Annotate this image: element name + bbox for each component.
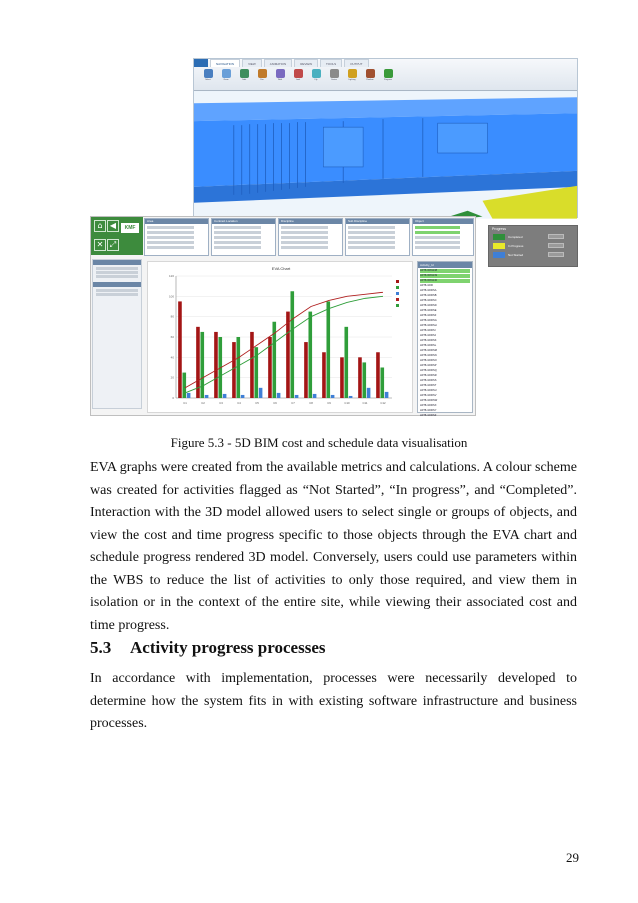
filter-area-title: Area [145, 219, 208, 224]
tool-orbit-button[interactable] [238, 69, 250, 83]
x-tick-label: C12 [380, 401, 386, 405]
y-tick-label: 40 [170, 355, 174, 360]
activity-list-item[interactable]: H0T8-1000SD [420, 304, 437, 307]
zoom-icon [222, 69, 231, 78]
equipment-block-2 [438, 123, 488, 153]
chart-legend-swatch [396, 280, 399, 283]
legend-item [489, 241, 577, 250]
filter-sub-discipline-title: Sub Discipline [346, 219, 409, 224]
y-tick-label: 100 [168, 294, 174, 299]
tool-label: Zoom [223, 79, 229, 81]
filter-discipline[interactable] [278, 218, 343, 256]
tool-lighting-button[interactable] [346, 69, 358, 83]
bar-earned-value [295, 395, 299, 398]
activity-list-item[interactable]: H0T8-1000SN [420, 354, 437, 357]
tool-zoom-button[interactable] [220, 69, 232, 83]
activity-list-item[interactable]: H0T8-1000SY [420, 409, 437, 412]
activity-list-item[interactable]: H0T8-0081139 [420, 274, 470, 278]
activity-list-item[interactable]: H0T8-1000SP [420, 364, 437, 367]
bar-actual-cost [182, 373, 186, 398]
activity-list-item[interactable]: H0T8-1000 [420, 284, 433, 287]
bar-earned-value [385, 392, 389, 398]
body-paragraph-2: In accordance with implementation, processes were necessarily developed to determine how the system fits in with existing software infrastructure and business processes. [90, 671, 577, 731]
progress-icon [384, 69, 393, 78]
center-icon [330, 69, 339, 78]
back-icon[interactable]: ◀ [107, 220, 119, 232]
bar-planned-cost [376, 352, 380, 398]
home-icon[interactable]: ⌂ [94, 220, 106, 232]
tool-select-button[interactable] [202, 69, 214, 83]
tool-label: Realism [366, 79, 374, 81]
activity-list-item[interactable]: H0T8-1000SF [420, 314, 437, 317]
tool-look-button[interactable] [292, 69, 304, 83]
activity-list-item[interactable]: H0T8-1000SV [420, 394, 437, 397]
activity-list-item[interactable]: H0T8-1000SK [420, 339, 437, 342]
activity-list-item[interactable]: H0T8-0081140 [420, 279, 470, 283]
fullscreen-icon[interactable]: ⤢ [107, 239, 119, 251]
section-heading [90, 637, 325, 659]
activity-list-title: Activity_Id [418, 262, 472, 268]
chart-legend-swatch [396, 304, 399, 307]
ribbon-tools [202, 69, 394, 83]
eva-chart[interactable] [147, 261, 413, 413]
app-menu-button[interactable] [194, 59, 208, 67]
ribbon-tab-animation[interactable]: ANIMATION [264, 59, 292, 67]
activity-list-item[interactable]: H0T8-1000SJ [420, 334, 437, 337]
activity-list-item[interactable]: H0T8-1000SM [420, 349, 437, 352]
tool-label: Fly [314, 79, 318, 81]
3d-model-scene[interactable] [194, 91, 577, 219]
activity-list-item[interactable]: H0T8-1000ST [420, 384, 437, 387]
body-paragraph-1: EVA graphs were created from the available metrics and calculations. A colour scheme was created for activities flagged as “Not Started”, “In progress”, and “Completed”. Interaction with the 3D model allowed users to select single or groups of objects, and view the cost and time progress specific to those objects through the EVA chart and schedule progress rendered 3D model. Conversely, users could use parameters within the WBS to reduce the list of activities to only those required, and view them in isolation or in the context of the entire site, while viewing their associated cost and time progress. [90, 460, 577, 633]
tool-label: Walk [277, 79, 283, 81]
clear-icon[interactable]: ✕ [94, 239, 106, 251]
bar-earned-value [331, 395, 335, 398]
activity-list-item[interactable]: H0T8-1000SX [420, 404, 437, 407]
filter-area[interactable] [144, 218, 209, 256]
bar-actual-cost [308, 312, 312, 398]
y-tick-label: 60 [170, 335, 174, 339]
lighting-icon [348, 69, 357, 78]
tool-label: Look [295, 79, 301, 81]
tool-walk-button[interactable] [274, 69, 286, 83]
legend-title: Progress [492, 227, 507, 231]
tool-label: Lighting [348, 79, 356, 81]
activity-id-list[interactable] [417, 261, 473, 417]
legend-toggle-button[interactable] [548, 234, 564, 239]
filter-sub-discipline[interactable] [345, 218, 410, 256]
x-tick-label: C3 [219, 401, 223, 405]
bar-actual-cost [200, 332, 204, 398]
activity-list-item[interactable]: H0T8-0081138 [420, 269, 470, 273]
ribbon-tab-review[interactable]: REVIEW [294, 59, 318, 67]
bar-earned-value [259, 388, 263, 398]
filter-object-title: Object [413, 219, 473, 224]
side-filter-list[interactable] [92, 259, 142, 409]
x-tick-label: C7 [291, 401, 295, 405]
bar-earned-value [241, 395, 245, 398]
y-tick-label: 120 [168, 274, 174, 278]
y-tick-label: 20 [170, 375, 174, 380]
legend-swatch [493, 234, 505, 240]
eva-chart-svg [148, 262, 414, 414]
activity-list-item[interactable]: H0T8-1000SZ [420, 414, 437, 417]
bar-earned-value [277, 393, 281, 398]
bar-planned-cost [304, 342, 308, 398]
tool-realism-button[interactable] [364, 69, 376, 83]
legend-swatch [493, 252, 505, 258]
bar-actual-cost [380, 368, 384, 399]
tool-label: Progress [383, 79, 392, 81]
dashboard-panel [90, 216, 476, 416]
bar-earned-value [187, 393, 191, 398]
ribbon-tab-output[interactable]: OUTPUT [344, 59, 368, 67]
tool-progress-button[interactable] [382, 69, 394, 83]
x-tick-label: C8 [309, 401, 313, 405]
realism-icon [366, 69, 375, 78]
chart-legend-swatch [396, 298, 399, 301]
ribbon-tab-tools[interactable]: TOOLS [320, 59, 342, 67]
bim-3d-view[interactable] [193, 58, 578, 218]
activity-list-item[interactable]: H0T8-1000SE [420, 309, 437, 312]
y-tick-label: 0 [172, 396, 174, 400]
activity-list-item[interactable]: H0T8-1000SR [420, 374, 437, 377]
tool-label: Pan [260, 79, 264, 81]
bar-actual-cost [290, 291, 294, 398]
legend-toggle-button[interactable] [548, 243, 564, 248]
activity-list-item[interactable]: H0T8-1000SH [420, 324, 437, 327]
bar-planned-cost [322, 352, 326, 398]
chart-legend-swatch [396, 292, 399, 295]
ribbon-tab-view[interactable]: VIEW [242, 59, 262, 67]
bar-planned-cost [178, 301, 182, 398]
x-tick-label: C9 [327, 401, 331, 405]
bar-planned-cost [250, 332, 254, 398]
filter-contract-location[interactable] [211, 218, 276, 256]
tool-center-button[interactable] [328, 69, 340, 83]
ribbon-tabs [210, 59, 369, 67]
bar-planned-cost [358, 357, 362, 398]
legend-swatch [493, 243, 505, 249]
bar-planned-cost [232, 342, 236, 398]
bar-earned-value [313, 394, 317, 398]
ribbon-toolbar [194, 59, 577, 91]
legend-item [489, 232, 577, 241]
bar-actual-cost [362, 362, 366, 398]
filter-contract-location-title: Contract Location [212, 219, 275, 224]
x-tick-label: C2 [201, 401, 205, 405]
activity-list-item[interactable]: H0T8-1000SB [420, 294, 437, 297]
dashboard-logo-area [91, 217, 143, 255]
bar-earned-value [223, 394, 227, 398]
walk-icon [276, 69, 285, 78]
figure-caption: Figure 5.3 - 5D BIM cost and schedule data visualisation [170, 435, 468, 450]
activity-list-item[interactable]: H0T8-1000SC [420, 299, 437, 302]
filter-discipline-title: Discipline [279, 219, 342, 224]
x-tick-label: C11 [362, 401, 368, 405]
legend-toggle-button[interactable] [548, 252, 564, 257]
bar-planned-cost [340, 357, 344, 398]
legend-label: Not Started [508, 252, 524, 257]
pan-icon [258, 69, 267, 78]
activity-list-item[interactable]: H0T8-1000SA [420, 289, 437, 292]
activity-list-item[interactable]: H0T8-1000SI [420, 329, 436, 332]
legend-item [489, 250, 577, 259]
activity-list-item[interactable]: H0T8-1000SG [420, 319, 437, 322]
tool-fly-button[interactable] [310, 69, 322, 83]
x-tick-label: C6 [273, 401, 277, 405]
tool-label: Center [330, 79, 337, 81]
tool-label: Select [205, 79, 211, 81]
activity-list-item[interactable]: H0T8-1000SO [420, 359, 437, 362]
legend-label: Completed [508, 234, 523, 239]
equipment-block [323, 127, 363, 167]
select-icon [204, 69, 213, 78]
orbit-icon [240, 69, 249, 78]
legend-label: In Progress [508, 243, 524, 248]
activity-list-item[interactable]: H0T8-1000SL [420, 344, 437, 347]
section-number: 5.3 [90, 638, 112, 657]
chart-legend-swatch [396, 286, 399, 289]
x-tick-label: C10 [344, 401, 350, 405]
activity-list-item[interactable]: H0T8-1000SU [420, 389, 437, 392]
ribbon-tab-navigation[interactable]: NAVIGATION [210, 59, 240, 67]
x-tick-label: C4 [237, 401, 241, 405]
activity-list-item[interactable]: H0T8-1000SW [420, 399, 438, 402]
chart-title: EVA Chart [271, 266, 291, 271]
bar-planned-cost [286, 312, 290, 398]
filter-object[interactable] [412, 218, 474, 256]
bar-actual-cost [326, 301, 330, 398]
bar-earned-value [367, 388, 371, 398]
bar-earned-value [205, 395, 209, 398]
progress-legend [488, 225, 578, 267]
y-tick-label: 80 [170, 314, 174, 319]
activity-list-item[interactable]: H0T8-1000SQ [420, 369, 437, 372]
bar-actual-cost [344, 327, 348, 398]
activity-list-item[interactable]: H0T8-1000SS [420, 379, 437, 382]
tool-label: Orbit [241, 79, 247, 81]
bar-planned-cost [214, 332, 218, 398]
x-tick-label: C5 [255, 401, 259, 405]
bar-earned-value [349, 396, 353, 398]
tool-pan-button[interactable] [256, 69, 268, 83]
x-tick-label: C1 [183, 401, 187, 405]
company-logo: KMF [121, 223, 139, 233]
page-number: 29 [566, 850, 579, 865]
fly-icon [312, 69, 321, 78]
bar-actual-cost [236, 337, 240, 398]
look-icon [294, 69, 303, 78]
section-title: Activity progress processes [130, 638, 326, 657]
